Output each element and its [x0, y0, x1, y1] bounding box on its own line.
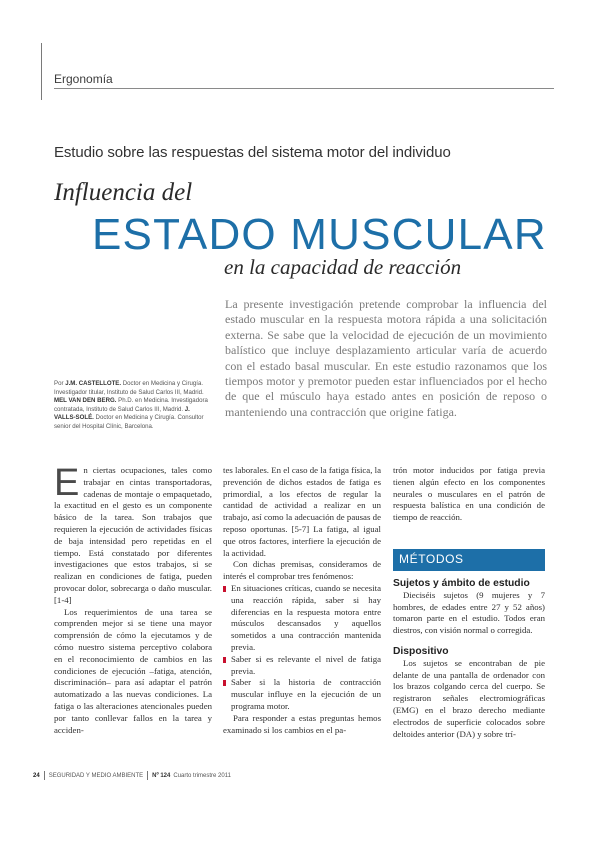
section-rule	[54, 88, 554, 89]
page-number: 24	[33, 772, 40, 779]
body-column-3-lower	[393, 578, 545, 740]
bullet-item-2: Saber si es relevante el nivel de fatiga previa.	[223, 654, 381, 678]
body-column-3	[393, 465, 545, 524]
column-1-paragraph-1-text: n ciertas ocupaciones, tales como trabajar en cintas transportadoras, cadenas de montaje o empaquetado, la exactitud en el gesto es un componente básico de la tarea. Son trabajos que requieren la ejecución de actividades físicas de baja intensidad pero repetidas en el tiempo. Está constatado por diferentes investigaciones que estos trabajos, si se realizan en condiciones de fatiga, pueden provocar dolor, sobrecarga o daño muscular. [1-4]	[54, 465, 212, 605]
page-footer	[33, 771, 231, 780]
magazine-name: SEGURIDAD Y MEDIO AMBIENTE	[48, 772, 144, 779]
author-2-desc: Ph.D. en Medicina. Investigadora contratada, Instituto de Salud Carlos III, Madrid.	[54, 397, 208, 413]
title-line-3: en la capacidad de reacción	[224, 255, 462, 279]
body-column-2	[223, 465, 381, 736]
article-subtitle: Estudio sobre las respuestas del sistema motor del individuo	[54, 144, 451, 161]
author-3-name: J. VALLS-SOLÉ.	[54, 405, 190, 422]
author-1-desc: Doctor en Medicina y Cirugía. Investigador titular, Instituto de Salud Carlos III, Madrid.	[54, 380, 204, 396]
author-1-name: J.M. CASTELLOTE.	[65, 380, 122, 387]
column-2-paragraph-2: Con dichas premisas, consideramos de interés el comprobar tres fenómenos:	[223, 559, 381, 582]
bullet-item-3: Saber si la historia de contracción muscular influye en la ejecución de un programa motor.	[223, 677, 381, 712]
subheading-device: Dispositivo	[393, 645, 449, 657]
subheading-subjects: Sujetos y ámbito de estudio	[393, 578, 530, 589]
header-vertical-rule	[41, 43, 42, 100]
column-2-paragraph-1: tes laborales. En el caso de la fatiga física, la prevención de dichos estados de fatiga es primordial, a los efectos de regular la cantidad de actividad a realizar en un trabajo, así como la adecuación de pausas de reposo oportunas. [5-7] La fatiga, al igual que otros factores, interfiere la ejecución de la actividad.	[223, 465, 381, 558]
body-column-1	[54, 462, 212, 736]
column-1-paragraph-2: Los requerimientos de una tarea se comprenden mejor si se tiene una mayor comprensión de cómo la ejecutamos y de cómo nuestro sistema perceptivo colabora en el reconocimiento de cambios en las condiciones de ejecución –fatiga, atención, discriminación– para así adaptar el patrón automatizado a las nuevas condiciones. La fatiga o las alteraciones atencionales pueden por tanto conllevar fallos en la tarea y acciden-	[54, 606, 212, 735]
author-2-name: MEL VAN DEN BERG.	[54, 397, 117, 405]
lead-text: La presente investigación pretende comprobar la influencia del estado muscular en la respuesta motora rápida a una solicitación externa. Se sabe que la velocidad de ejecución de un movimiento balístico que incluye desplazamiento articular varía de acuerdo con el estado basal muscular. En este estudio razonamos que los tiempos motor y premotor pueden estar influenciados por el hecho de que el músculo haya estado antes en posición de reposo o manteniendo una contracción que origine fatiga.	[225, 297, 547, 419]
issue-number: Nº 124	[152, 772, 171, 779]
column-3-paragraph-2: Dieciséis sujetos (9 mujeres y 7 hombres, de edades entre 27 y 52 años) tomaron parte en el estudio. Todos eran diestros, con visión normal o corregida.	[393, 589, 545, 636]
bullet-item-1: En situaciones críticas, cuando se necesita una reacción rápida, saber si hay diferencias en la respuesta motora entre músculos descansados y aquellos sometidos a una contracción mantenida previa.	[223, 583, 381, 654]
author-3-desc: Doctor en Medicina y Cirugía. Consultor senior del Hospital Clínic, Barcelona.	[54, 414, 204, 430]
footer-separator	[44, 771, 45, 780]
issue-period: Cuarto trimestre 2011	[173, 772, 231, 779]
methods-heading: MÉTODOS	[399, 552, 464, 566]
section-label: Ergonomía	[54, 72, 113, 86]
column-3-paragraph-3: Los sujetos se encontraban de pie delante de una pantalla de ordenador con los brazos colgando cerca del cuerpo. Se registraron señales electromiográficas (EMG) en el brazo derecho mediante electrodos de superficie colocados sobre deltoides anterior (DA) y sobre trí-	[393, 657, 545, 739]
column-3-paragraph-1: trón motor inducidos por fatiga previa tienen algún efecto en los componentes neurales o musculares en el patrón de respuesta balística en una condición de tiempo de reacción.	[393, 465, 545, 523]
title-line-1: Influencia del	[54, 179, 193, 206]
column-2-paragraph-3: Para responder a estas preguntas hemos examinado si los cambios en el pa-	[223, 712, 381, 735]
author-credits	[54, 380, 211, 432]
authors-prefix: Por	[54, 380, 64, 387]
footer-separator	[147, 771, 148, 780]
title-line-2: ESTADO MUSCULAR	[92, 210, 547, 259]
lead-paragraph	[225, 297, 547, 420]
column-1-paragraph-1	[54, 462, 212, 607]
drop-cap: E	[54, 462, 80, 504]
